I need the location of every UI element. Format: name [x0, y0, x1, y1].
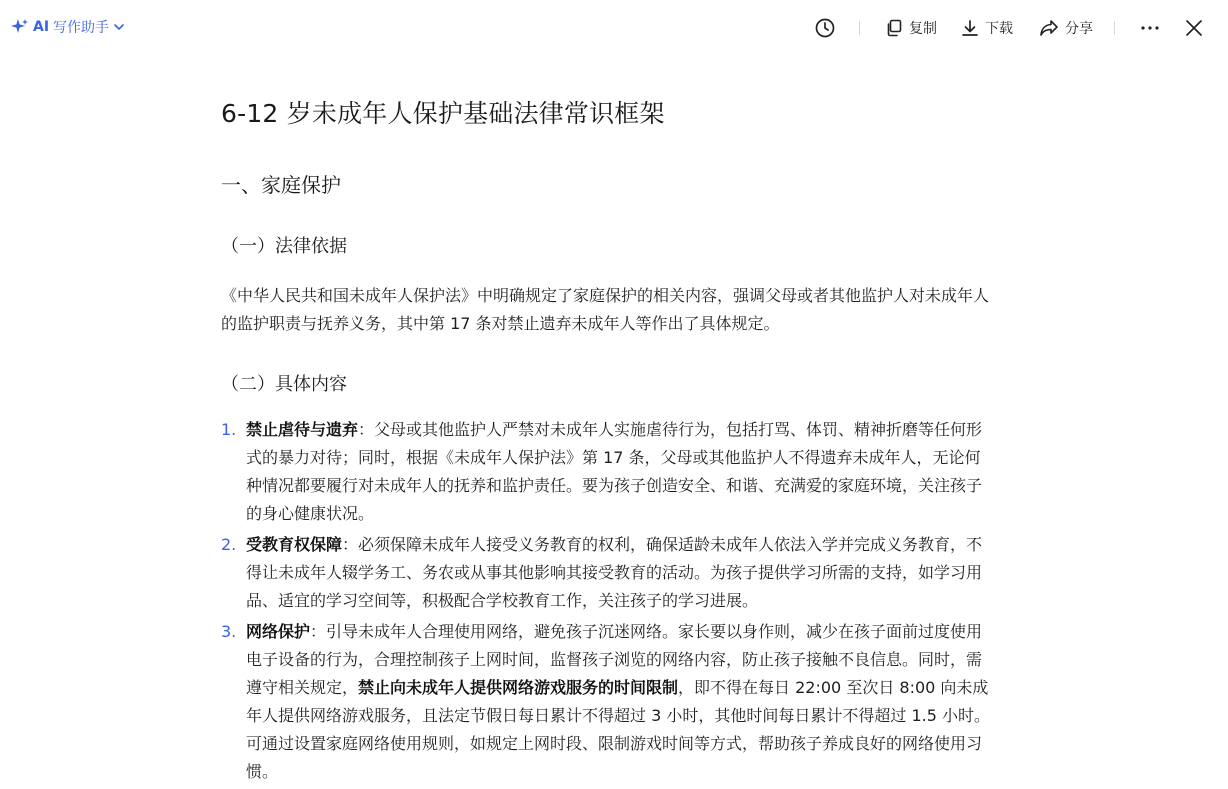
brand-ai-label: AI — [33, 19, 50, 35]
list-item-title: 受教育权保障 — [246, 535, 343, 554]
list-number: 2. — [221, 535, 237, 554]
list-number: 1. — [221, 420, 237, 439]
toolbar-divider — [859, 21, 860, 35]
list-item-text: ：引导未成年人合理使用网络，避免孩子沉迷网络。家长要以身作则，减少在孩子面前过度使用电子设备的行为，合理控制孩子上网时间，监督孩子浏览的网络内容，防止孩子接触不良信息。同时，需遵守相关规定， — [246, 622, 983, 697]
brand-label: 写作助手 — [53, 20, 110, 36]
download-label: 下载 — [985, 21, 1013, 37]
document-body — [221, 96, 991, 789]
close-icon — [1185, 19, 1203, 37]
list-item — [221, 531, 991, 615]
list-item-title: 网络保护 — [246, 622, 311, 641]
toolbar-actions — [814, 14, 1228, 42]
section-heading: 一、家庭保护 — [221, 173, 341, 197]
more-icon — [1140, 18, 1160, 38]
download-button[interactable] — [961, 18, 1013, 38]
list-item — [221, 618, 991, 786]
subsection-heading: （一）法律依据 — [221, 236, 347, 257]
share-label: 分享 — [1065, 21, 1093, 37]
chevron-down-icon — [113, 21, 125, 33]
copy-icon — [885, 19, 903, 37]
list-number: 3. — [221, 622, 237, 641]
clock-icon — [814, 17, 836, 39]
share-button[interactable] — [1039, 18, 1093, 38]
ai-writing-assistant-menu[interactable] — [11, 17, 125, 37]
close-button[interactable] — [1185, 19, 1203, 37]
subsection-heading: （二）具体内容 — [221, 374, 347, 395]
list-item-emphasis: 禁止向未成年人提供网络游戏服务的时间限制 — [358, 678, 679, 697]
copy-label: 复制 — [909, 21, 937, 37]
list-item-text: ：必须保障未成年人接受义务教育的权利，确保适龄未成年人依法入学并完成义务教育，不得让未成年人辍学务工、务农或从事其他影响其接受教育的活动。为孩子提供学习所需的支持，如学习用品、适宜的学习空间等，积极配合学校教育工作，关注孩子的学习进展。 — [246, 535, 983, 610]
toolbar-divider — [1114, 21, 1115, 35]
more-button[interactable] — [1140, 18, 1160, 38]
paragraph: 《中华人民共和国未成年人保护法》中明确规定了家庭保护的相关内容，强调父母或者其他监护人对未成年人的监护职责与抚养义务，其中第 17 条对禁止遗弃未成年人等作出了具体规定。 — [221, 286, 990, 333]
list-item-text: ：父母或其他监护人严禁对未成年人实施虐待行为，包括打骂、体罚、精神折磨等任何形式的暴力对待；同时，根据《未成年人保护法》第 17 条，父母或其他监护人不得遗弃未成年人，无论何种情况都要履行对未成年人的抚养和监护责任。要为孩子创造安全、和谐、充满爱的家庭环境，关注孩子的身心健康状况。 — [246, 420, 983, 523]
list-item-text: ，即不得在每日 22:00 至次日 8:00 向未成年人提供网络游戏服务，且法定节假日每日累计不得超过 3 小时，其他时间每日累计不得超过 1.5 小时。可通过设置家庭网络使用规则，如规定上网时段、限制游戏时间等方式，帮助孩子养成良好的网络使用习惯。 — [246, 678, 990, 781]
top-bar — [0, 0, 1228, 56]
copy-button[interactable] — [885, 18, 937, 38]
content-list — [221, 416, 991, 786]
list-item — [221, 416, 991, 528]
list-item-title: 禁止虐待与遗弃 — [246, 420, 359, 439]
download-icon — [961, 19, 979, 37]
history-button[interactable] — [814, 17, 836, 39]
share-icon — [1039, 19, 1059, 37]
sparkle-icon — [11, 18, 29, 36]
document-title: 6-12 岁未成年人保护基础法律常识框架 — [221, 99, 665, 128]
